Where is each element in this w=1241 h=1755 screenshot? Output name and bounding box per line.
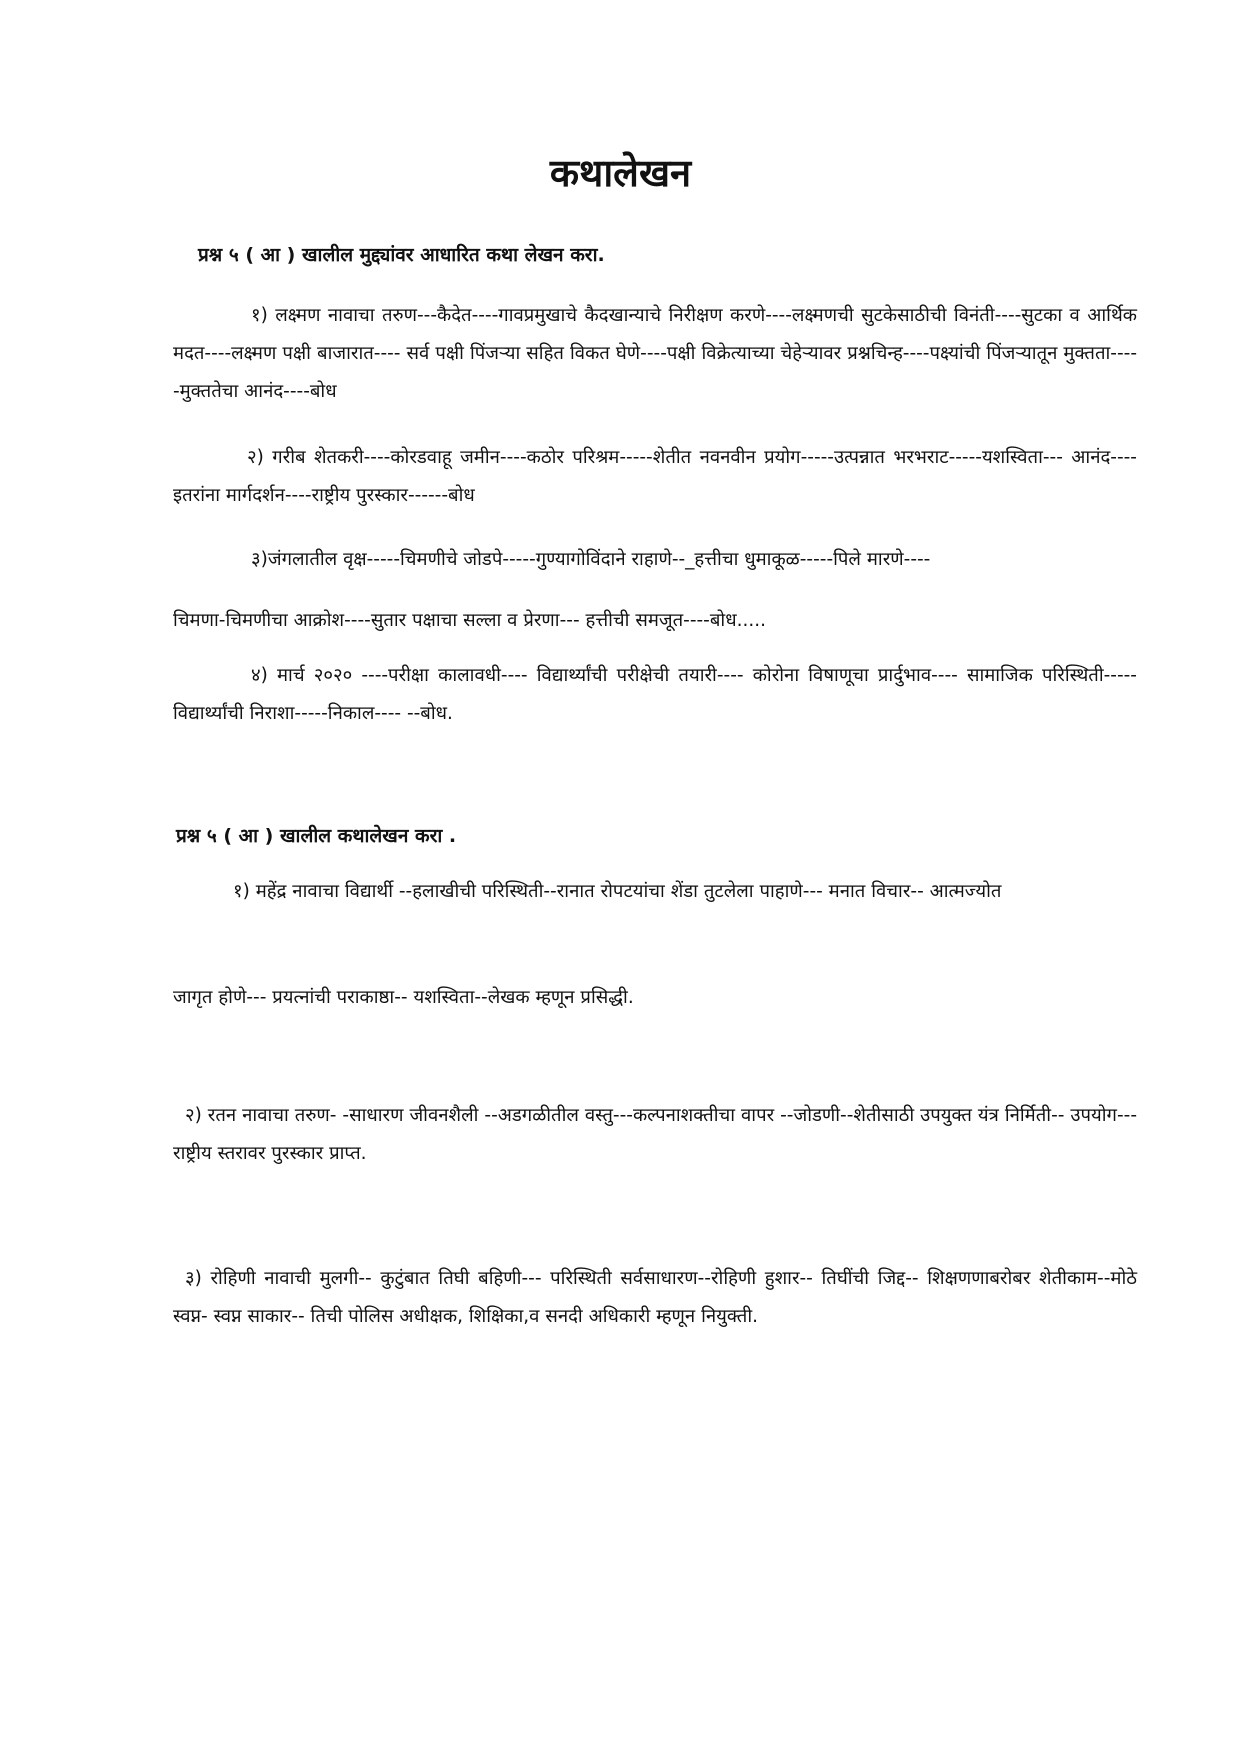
- section-1-item-4: ४) मार्च २०२० ----परीक्षा कालावधी---- विद्यार्थ्यांची परीक्षेची तयारी---- कोरोना विषाणूचा प्रार्दुभाव---- सामाजिक परिस्थिती-----विद्यार्थ्यांची निराशा-----निकाल---- --बोध.: [173, 665, 1137, 724]
- section-2-item-1: १) महेंद्र नावाचा विद्यार्थी --हलाखीची परिस्थिती--रानात रोपटयांचा शेंडा तुटलेला पाहाणे--- मनात विचार-- आत्मज्योत: [233, 881, 1002, 902]
- page-title: कथालेखन: [549, 151, 692, 195]
- section-2-heading: प्रश्न ५ ( आ ) खालील कथालेखन करा .: [176, 825, 457, 847]
- section-1-item-1: १) लक्ष्मण नावाचा तरुण---कैदेत----गावप्रमुखाचे कैदखान्याचे निरीक्षण करणे----लक्ष्मणची सुटकेसाठीची विनंती----सुटका व आर्थिक मदत----लक्ष्मण पक्षी बाजारात---- सर्व पक्षी पिंजऱ्या सहित विकत घेणे----पक्षी विक्रेत्याच्या चेहेऱ्यावर प्रश्नचिन्ह----पक्ष्यांची पिंजऱ्यातून मुक्तता-----मुक्ततेचा आनंद----बोध: [173, 305, 1137, 402]
- section-1-item-3: ३)जंगलातील वृक्ष-----चिमणीचे जोडपे-----गुण्यागोविंदाने राहाणे--_हत्तीचा धुमाकूळ-----पिले मारणे----: [251, 549, 931, 570]
- section-1-heading: प्रश्न ५ ( आ ) खालील मुद्द्यांवर आधारित कथा लेखन करा.: [198, 244, 605, 266]
- section-2-item-1-continued: जागृत होणे--- प्रयत्नांची पराकाष्ठा-- यशस्विता--लेखक म्हणून प्रसिद्धी.: [173, 987, 634, 1008]
- section-2-item-2: २) रतन नावाचा तरुण- -साधारण जीवनशैली --अडगळीतील वस्तु---कल्पनाशक्तीचा वापर --जोडणी--शेतीसाठी उपयुक्त यंत्र निर्मिती-- उपयोग--- राष्ट्रीय स्तरावर पुरस्कार प्राप्त.: [173, 1105, 1137, 1164]
- section-1-item-2: २) गरीब शेतकरी----कोरडवाहू जमीन----कठोर परिश्रम-----शेतीत नवनवीन प्रयोग-----उत्पन्नात भरभराट-----यशस्विता--- आनंद---- इतरांना मार्गदर्शन----राष्ट्रीय पुरस्कार------बोध: [173, 447, 1137, 506]
- section-2-item-3: ३) रोहिणी नावाची मुलगी-- कुटुंबात तिघी बहिणी--- परिस्थिती सर्वसाधारण--रोहिणी हुशार-- तिघींची जिद्द-- शिक्षणणाबरोबर शेतीकाम--मोठे स्वप्न- स्वप्न साकार-- तिची पोलिस अधीक्षक, शिक्षिका,व सनदी अधिकारी म्हणून नियुक्ती.: [173, 1268, 1137, 1327]
- section-1-item-3-continued: चिमणा-चिमणीचा आक्रोश----सुतार पक्षाचा सल्ला व प्रेरणा--- हत्तीची समजूत----बोध.....: [173, 610, 766, 631]
